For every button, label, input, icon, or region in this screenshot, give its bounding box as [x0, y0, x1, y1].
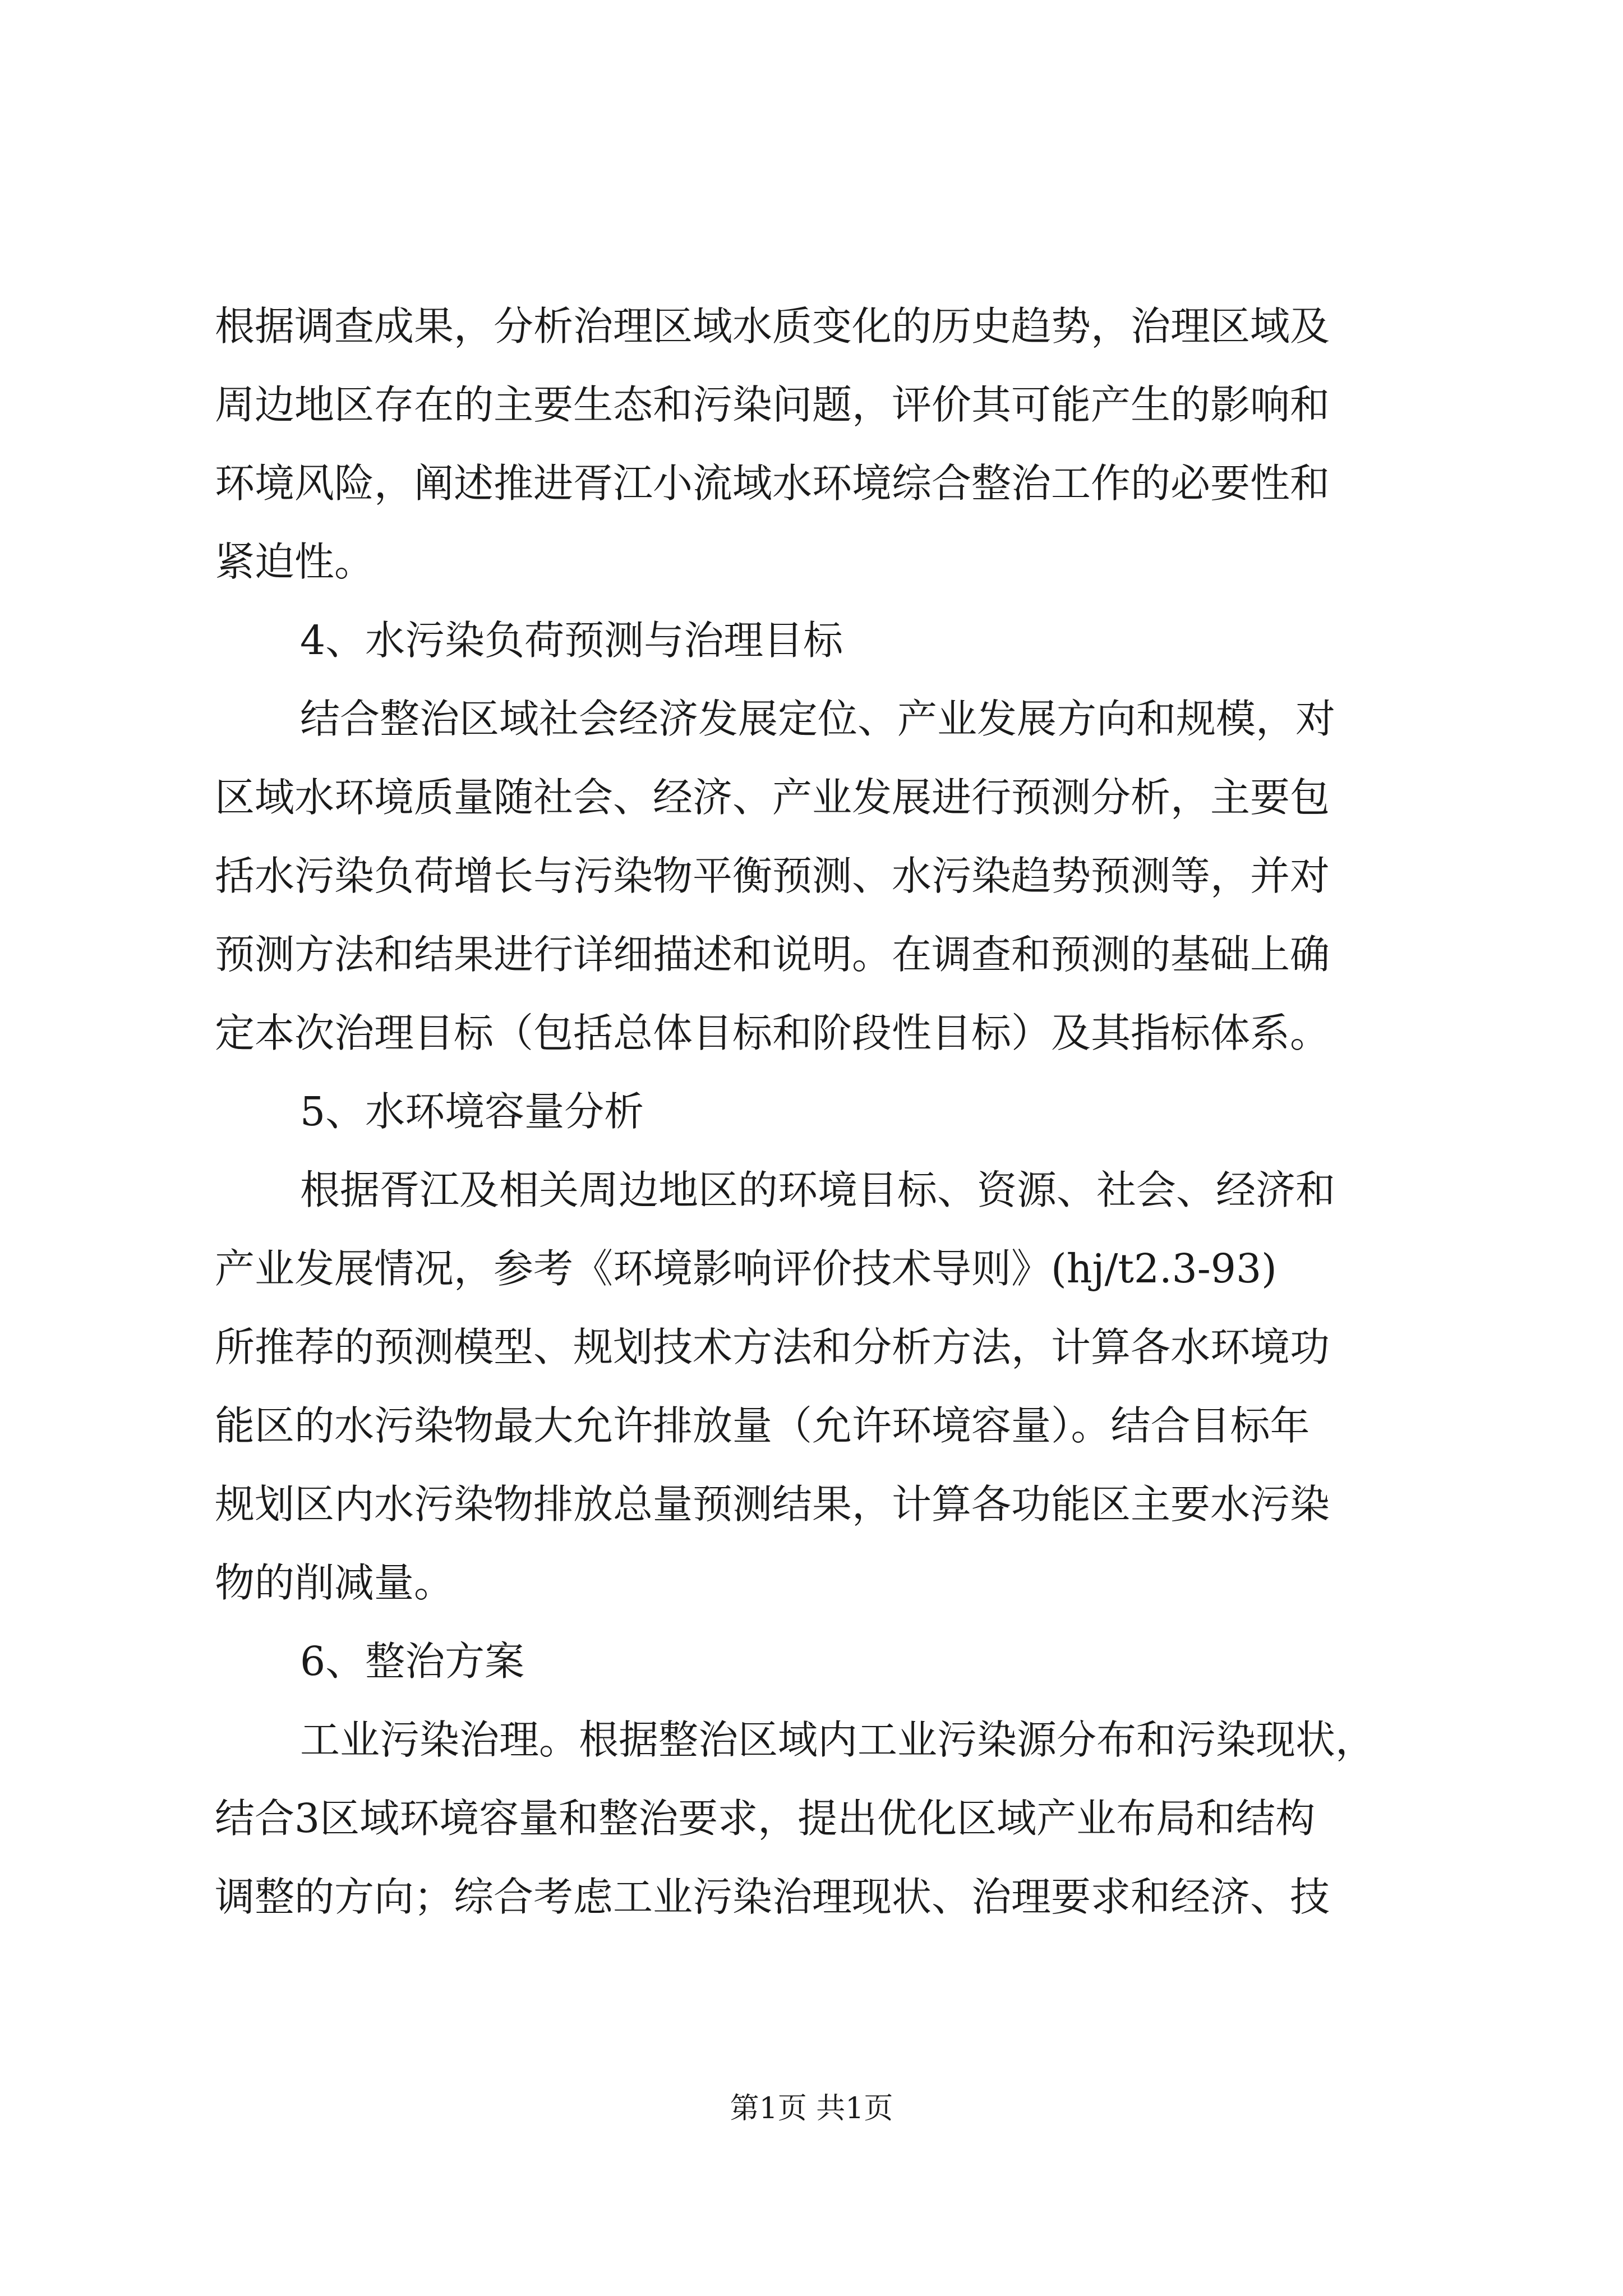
paragraph-line: 能区的水污染物最大允许排放量（允许环境容量）。结合目标年: [215, 1402, 1310, 1449]
paragraph-line: 区域水环境质量随社会、经济、产业发展进行预测分析，主要包: [215, 774, 1330, 821]
paragraph-line: 根据调查成果，分析治理区域水质变化的历史趋势，治理区域及: [215, 303, 1330, 349]
section-heading-6: 6、整治方案: [300, 1638, 525, 1685]
paragraph-line: 工业污染治理。根据整治区域内工业污染源分布和污染现状，: [300, 1717, 1376, 1763]
paragraph-line: 结合3区域环境容量和整治要求，提出优化区域产业布局和结构: [215, 1795, 1316, 1842]
paragraph-line: 根据胥江及相关周边地区的环境目标、资源、社会、经济和: [300, 1167, 1336, 1213]
paragraph-line: 规划区内水污染物排放总量预测结果，计算各功能区主要水污染: [215, 1481, 1330, 1527]
paragraph-line: 结合整治区域社会经济发展定位、产业发展方向和规模，对: [300, 696, 1336, 742]
paragraph-line: 环境风险，阐述推进胥江小流域水环境综合整治工作的必要性和: [215, 460, 1330, 507]
paragraph-line: 产业发展情况，参考《环境影响评价技术导则》(hj/t2.3-93): [215, 1245, 1277, 1292]
paragraph-line: 周边地区存在的主要生态和污染问题，评价其可能产生的影响和: [215, 381, 1330, 428]
paragraph-line: 物的削减量。: [215, 1559, 454, 1606]
paragraph-line: 紧迫性。: [215, 539, 375, 585]
paragraph-line: 预测方法和结果进行详细描述和说明。在调查和预测的基础上确: [215, 931, 1330, 978]
paragraph-line: 所推荐的预测模型、规划技术方法和分析方法，计算各水环境功: [215, 1324, 1330, 1370]
paragraph-line: 括水污染负荷增长与污染物平衡预测、水污染趋势预测等，并对: [215, 853, 1330, 899]
page-footer: 第1页 共1页: [730, 2092, 893, 2125]
section-heading-5: 5、水环境容量分析: [300, 1088, 644, 1135]
section-heading-4: 4、水污染负荷预测与治理目标: [300, 617, 843, 664]
paragraph-line: 定本次治理目标（包括总体目标和阶段性目标）及其指标体系。: [215, 1010, 1330, 1056]
paragraph-line: 调整的方向；综合考虑工业污染治理现状、治理要求和经济、技: [215, 1874, 1330, 1920]
